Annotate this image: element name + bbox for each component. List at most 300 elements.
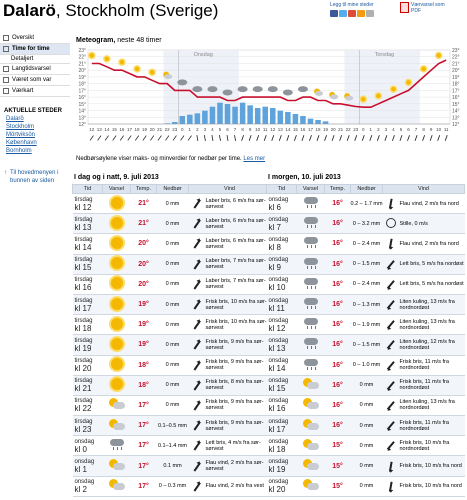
wind-arrow-icon bbox=[257, 135, 259, 141]
time-cell: onsdag kl 6 bbox=[267, 194, 297, 214]
column-header: Varsel bbox=[297, 185, 325, 194]
sidebar-item[interactable] bbox=[0, 44, 70, 55]
day-label: Onsdag bbox=[193, 52, 213, 58]
sidebar-item-label: Langtidsvarsel bbox=[12, 66, 51, 72]
precipitation-cell: 0 – 2.4 mm bbox=[351, 274, 383, 294]
precipitation-bar bbox=[247, 105, 253, 124]
precipitation-cell: 0 – 3.2 mm bbox=[351, 214, 383, 234]
wind-arrow-icon bbox=[294, 135, 296, 141]
table-row bbox=[73, 294, 271, 314]
precipitation-cell: 0 mm bbox=[157, 315, 189, 335]
table-row bbox=[267, 436, 465, 456]
cloud-icon bbox=[164, 74, 172, 79]
calm-icon bbox=[386, 218, 396, 228]
temperature-cell: 20° bbox=[131, 234, 157, 254]
x-tick-label: 19 bbox=[323, 127, 329, 132]
x-tick-label: 10 bbox=[255, 127, 261, 132]
wind-arrow-cell bbox=[383, 294, 399, 314]
social-icon[interactable] bbox=[330, 10, 338, 17]
partly-cloudy-icon bbox=[303, 398, 319, 410]
temperature-cell: 19° bbox=[131, 294, 157, 314]
temperature-cell: 16° bbox=[325, 355, 351, 375]
temperature-cell: 15° bbox=[325, 456, 351, 476]
wind-arrow-icon bbox=[120, 136, 123, 141]
wind-arrow-icon bbox=[193, 199, 200, 208]
wind-arrow-cell bbox=[383, 194, 399, 214]
temperature-cell: 21° bbox=[131, 194, 157, 214]
temperature-cell: 20° bbox=[131, 274, 157, 294]
temperature-cell: 16° bbox=[325, 194, 351, 214]
rain-cloud-icon bbox=[303, 216, 319, 229]
map-icon bbox=[3, 88, 9, 94]
wind-arrow-icon bbox=[445, 135, 447, 141]
x-tick-label: 16 bbox=[119, 127, 125, 132]
today-heading: I dag og i natt, 9. juli 2013 bbox=[74, 174, 159, 181]
wind-arrow-cell bbox=[383, 335, 399, 355]
table-row bbox=[267, 274, 465, 294]
temperature-cell: 18° bbox=[131, 375, 157, 395]
back-to-menu-link[interactable]: ↑ Til hovedmenyen i bunnen av siden bbox=[4, 170, 59, 184]
partly-cloudy-icon bbox=[303, 459, 319, 471]
wind-arrow-icon bbox=[90, 136, 93, 141]
pdf-icon bbox=[400, 2, 409, 13]
wind-arrow-icon bbox=[158, 136, 161, 141]
wind-arrow-icon bbox=[387, 422, 395, 431]
time-cell: onsdag kl 7 bbox=[267, 214, 297, 234]
x-tick-label: 9 bbox=[429, 127, 433, 132]
time-cell: tirsdag kl 16 bbox=[73, 274, 103, 294]
temperature-cell: 16° bbox=[325, 375, 351, 395]
sidebar-item[interactable] bbox=[0, 86, 70, 97]
meteogram-title: Meteogram, neste 48 timer bbox=[76, 37, 162, 44]
wind-arrow-cell bbox=[383, 355, 399, 375]
wind-description: Frisk bris, 11 m/s fra nordnordøst bbox=[399, 416, 465, 436]
time-cell: tirsdag kl 12 bbox=[73, 194, 103, 214]
sidebar-item[interactable] bbox=[0, 33, 70, 44]
place-link[interactable]: Bornholm bbox=[6, 148, 32, 154]
y-tick-label-right: 23° bbox=[452, 48, 460, 54]
time-cell: tirsdag kl 22 bbox=[73, 395, 103, 415]
table-row bbox=[267, 335, 465, 355]
table-row bbox=[267, 315, 465, 335]
wind-description: Frisk bris, 10 m/s fra sør-sørvest bbox=[205, 315, 271, 335]
social-icon[interactable] bbox=[366, 10, 374, 17]
rain-cloud-icon bbox=[207, 86, 217, 92]
wind-arrow-icon bbox=[150, 136, 153, 141]
temperature-cell: 16° bbox=[325, 214, 351, 234]
column-header: Temp. bbox=[131, 185, 157, 194]
time-cell: onsdag kl 9 bbox=[267, 254, 297, 274]
social-icon[interactable] bbox=[339, 10, 347, 17]
wind-arrow-cell bbox=[383, 476, 399, 496]
precipitation-cell: 0 mm bbox=[351, 375, 383, 395]
table-row bbox=[73, 194, 271, 214]
time-cell: onsdag kl 15 bbox=[267, 375, 297, 395]
precipitation-cell: 0 mm bbox=[351, 436, 383, 456]
pdf-link[interactable]: Værvarsel som PDF bbox=[400, 2, 462, 14]
sidebar-item[interactable] bbox=[0, 55, 70, 64]
wind-arrow-icon bbox=[193, 381, 200, 390]
rain-cloud-icon bbox=[253, 86, 263, 92]
sun-icon bbox=[89, 52, 95, 58]
social-icon[interactable] bbox=[348, 10, 356, 17]
wind-description: Flau vind, 2 m/s fra sør-sørvest bbox=[205, 456, 271, 476]
temperature-cell: 17° bbox=[131, 476, 157, 496]
wind-arrow-icon bbox=[193, 442, 200, 451]
wind-arrow-icon bbox=[377, 135, 379, 141]
wind-arrow-icon bbox=[387, 280, 395, 289]
temperature-cell: 21° bbox=[131, 214, 157, 234]
sun-icon bbox=[111, 298, 123, 310]
sidebar-item-label: Værkart bbox=[12, 88, 34, 94]
time-cell: onsdag kl 20 bbox=[267, 476, 297, 496]
read-more-link[interactable]: Les mer bbox=[243, 156, 266, 162]
x-tick-label: 4 bbox=[211, 127, 214, 132]
wind-arrow-icon bbox=[242, 135, 244, 141]
wind-arrow-icon bbox=[340, 135, 342, 141]
column-header: Vind bbox=[383, 185, 465, 194]
time-cell: onsdag kl 10 bbox=[267, 274, 297, 294]
forecast-cell bbox=[103, 335, 131, 355]
wind-description: Flau vind, 2 m/s fra vest bbox=[205, 476, 271, 496]
time-cell: onsdag kl 14 bbox=[267, 355, 297, 375]
wind-arrow-icon bbox=[128, 136, 131, 141]
wind-arrow-icon bbox=[193, 401, 200, 410]
wind-arrow-cell bbox=[383, 456, 399, 476]
forecast-cell bbox=[103, 375, 131, 395]
precipitation-cell: 0 – 0.3 mm bbox=[157, 476, 189, 496]
wind-arrow-icon bbox=[385, 135, 387, 141]
temperature-cell: 16° bbox=[325, 254, 351, 274]
y-tick-label-right: 22° bbox=[452, 54, 460, 61]
wind-arrow-cell bbox=[383, 234, 399, 254]
column-header: Vind bbox=[189, 185, 271, 194]
table-row bbox=[73, 436, 271, 456]
sun-icon bbox=[111, 358, 123, 370]
table-row bbox=[73, 476, 271, 496]
precipitation-cell: 0 – 1.3 mm bbox=[351, 294, 383, 314]
forecast-cell bbox=[103, 194, 131, 214]
precipitation-cell: 0 mm bbox=[157, 294, 189, 314]
wind-description: Lett bris, 5 m/s fra nordøst bbox=[399, 274, 465, 294]
table-row bbox=[73, 335, 271, 355]
wind-description: Frisk bris, 9 m/s fra sør-sørvest bbox=[205, 395, 271, 415]
sidebar bbox=[0, 33, 70, 185]
rain-cloud-icon bbox=[303, 358, 319, 371]
wind-arrow-icon bbox=[279, 135, 281, 141]
meteogram bbox=[72, 36, 464, 166]
forecast-cell bbox=[297, 395, 325, 415]
x-tick-label: 20 bbox=[330, 127, 336, 132]
wind-arrow-icon bbox=[105, 136, 108, 141]
wind-arrow-cell bbox=[189, 234, 205, 254]
sun-icon bbox=[111, 277, 123, 289]
precipitation-cell: 0 mm bbox=[351, 476, 383, 496]
forecast-cell bbox=[103, 254, 131, 274]
precipitation-bar bbox=[308, 119, 314, 124]
temperature-cell: 19° bbox=[131, 335, 157, 355]
wind-arrow-cell bbox=[383, 254, 399, 274]
y-tick-label: 17° bbox=[78, 88, 86, 95]
overview-icon bbox=[3, 35, 9, 41]
wind-arrow-icon bbox=[355, 135, 357, 141]
wind-arrow-icon bbox=[272, 135, 274, 141]
rain-cloud-icon bbox=[303, 297, 319, 310]
column-header: Temp. bbox=[325, 185, 351, 194]
place-link[interactable]: København bbox=[6, 140, 37, 146]
table-row bbox=[267, 214, 465, 234]
x-tick-label: 15 bbox=[111, 127, 117, 132]
wind-arrow-icon bbox=[227, 135, 228, 141]
precipitation-bar bbox=[180, 116, 186, 124]
table-row bbox=[73, 214, 271, 234]
precipitation-bar bbox=[202, 111, 208, 124]
sun-icon bbox=[360, 96, 366, 102]
temperature-cell: 17° bbox=[131, 456, 157, 476]
wind-description: Laber bris, 7 m/s fra sør-sørvest bbox=[205, 254, 271, 274]
y-tick-label-right: 12° bbox=[452, 122, 460, 128]
wind-description: Frisk bris, 11 m/s fra nordnordøst bbox=[399, 355, 465, 375]
temperature-cell: 17° bbox=[131, 416, 157, 436]
meteogram-footer: Nedbørsøylene viser maks- og minverdier for nedbør per time. Les mer bbox=[76, 156, 266, 162]
wind-arrow-icon bbox=[389, 461, 392, 471]
rain-cloud-icon bbox=[303, 337, 319, 350]
wind-arrow-icon bbox=[317, 135, 319, 141]
wind-arrow-icon bbox=[387, 321, 395, 330]
precipitation-cell: 0 mm bbox=[351, 395, 383, 415]
time-cell: onsdag kl 13 bbox=[267, 335, 297, 355]
rain-cloud-icon bbox=[303, 257, 319, 270]
wind-arrow-cell bbox=[189, 274, 205, 294]
table-row bbox=[267, 416, 465, 436]
precipitation-bar bbox=[232, 107, 238, 124]
x-tick-label: 3 bbox=[384, 127, 388, 132]
x-tick-label: 21 bbox=[338, 127, 344, 132]
wind-arrow-cell bbox=[189, 456, 205, 476]
wind-arrow-cell bbox=[383, 214, 399, 234]
favorite-box bbox=[330, 2, 386, 17]
clock-icon bbox=[3, 46, 9, 52]
temperature-cell: 16° bbox=[325, 315, 351, 335]
rain-cloud-icon bbox=[177, 79, 187, 85]
wind-arrow-icon bbox=[415, 135, 417, 141]
y-tick-label-right: 18° bbox=[452, 81, 460, 88]
wind-arrow-icon bbox=[193, 280, 200, 289]
partly-cloudy-icon bbox=[303, 378, 319, 390]
time-cell: tirsdag kl 17 bbox=[73, 294, 103, 314]
add-favorite-link[interactable]: Legg til mine steder bbox=[330, 2, 374, 8]
rain-cloud-icon bbox=[298, 86, 308, 92]
wind-arrow-cell bbox=[383, 416, 399, 436]
precipitation-cell: 0 – 1.9 mm bbox=[351, 315, 383, 335]
column-header: Tid bbox=[267, 185, 297, 194]
sun-icon bbox=[134, 66, 140, 72]
x-tick-label: 10 bbox=[436, 127, 442, 132]
precipitation-bar bbox=[262, 107, 268, 124]
wind-description: Laber bris, 7 m/s fra sør-sørvest bbox=[205, 274, 271, 294]
wind-arrow-icon bbox=[193, 462, 200, 471]
wind-arrow-icon bbox=[264, 135, 266, 141]
place-link[interactable]: Stockholm bbox=[6, 124, 35, 130]
table-row bbox=[267, 194, 465, 214]
today-table-block bbox=[72, 173, 270, 497]
precipitation-bar bbox=[195, 113, 201, 124]
x-tick-label: 8 bbox=[241, 127, 244, 132]
arrow-up-icon: ↑ bbox=[4, 170, 7, 176]
y-tick-label-right: 20° bbox=[452, 68, 460, 75]
temperature-cell: 17° bbox=[131, 436, 157, 456]
y-tick-label-right: 17° bbox=[452, 88, 460, 95]
precipitation-bar bbox=[323, 121, 329, 124]
table-row bbox=[267, 395, 465, 415]
forecast-cell bbox=[297, 214, 325, 234]
social-icon[interactable] bbox=[357, 10, 365, 17]
x-tick-label: 0 bbox=[362, 127, 365, 132]
y-tick-label: 23° bbox=[78, 48, 86, 54]
wind-arrow-icon bbox=[387, 300, 395, 309]
sidebar-item[interactable] bbox=[0, 75, 70, 86]
forecast-cell bbox=[103, 436, 131, 456]
wind-arrow-cell bbox=[189, 214, 205, 234]
wind-description: Laber bris, 6 m/s fra sør-sørvest bbox=[205, 234, 271, 254]
time-cell: tirsdag kl 21 bbox=[73, 375, 103, 395]
table-row bbox=[267, 375, 465, 395]
forecast-cell bbox=[103, 416, 131, 436]
forecast-cell bbox=[297, 315, 325, 335]
temperature-cell: 19° bbox=[131, 315, 157, 335]
sidebar-item-label: Time for time bbox=[12, 46, 50, 52]
wind-arrow-icon bbox=[113, 136, 116, 141]
time-cell: tirsdag kl 14 bbox=[73, 234, 103, 254]
table-row bbox=[267, 476, 465, 496]
wind-arrow-icon bbox=[387, 442, 395, 451]
wind-arrow-icon bbox=[347, 135, 349, 141]
precipitation-bar bbox=[293, 114, 299, 124]
x-tick-label: 4 bbox=[392, 127, 395, 132]
precipitation-cell: 0 mm bbox=[351, 456, 383, 476]
forecast-cell bbox=[103, 315, 131, 335]
table-row bbox=[73, 254, 271, 274]
x-tick-label: 6 bbox=[407, 127, 410, 132]
column-header: Varsel bbox=[103, 185, 131, 194]
time-cell: onsdag kl 18 bbox=[267, 436, 297, 456]
y-tick-label: 16° bbox=[78, 95, 86, 102]
time-cell: onsdag kl 11 bbox=[267, 294, 297, 314]
temperature-cell: 18° bbox=[131, 355, 157, 375]
temperature-cell: 16° bbox=[325, 234, 351, 254]
x-tick-label: 16 bbox=[300, 127, 306, 132]
time-cell: onsdag kl 16 bbox=[267, 395, 297, 415]
time-cell: tirsdag kl 23 bbox=[73, 416, 103, 436]
forecast-cell bbox=[103, 395, 131, 415]
wind-arrow-icon bbox=[193, 320, 200, 329]
x-tick-label: 22 bbox=[164, 127, 170, 132]
wind-arrow-cell bbox=[383, 436, 399, 456]
wind-arrow-cell bbox=[383, 274, 399, 294]
wind-arrow-cell bbox=[189, 294, 205, 314]
wind-description: Lett bris, 5 m/s fra nordøst bbox=[399, 254, 465, 274]
x-tick-label: 5 bbox=[399, 127, 403, 132]
wind-arrow-cell bbox=[189, 395, 205, 415]
x-tick-label: 2 bbox=[377, 127, 380, 132]
x-tick-label: 12 bbox=[89, 127, 95, 132]
wind-description: Frisk bris, 9 m/s fra sør-sørvest bbox=[205, 355, 271, 375]
temperature-cell: 16° bbox=[325, 294, 351, 314]
x-tick-label: 1 bbox=[188, 127, 192, 132]
column-header: Nedbør bbox=[157, 185, 189, 194]
partly-cloudy-icon bbox=[109, 398, 125, 410]
table-row bbox=[73, 315, 271, 335]
wind-arrow-icon bbox=[430, 135, 432, 141]
wind-arrow-icon bbox=[204, 135, 205, 141]
time-cell: onsdag kl 1 bbox=[73, 456, 103, 476]
precipitation-cell: 0 mm bbox=[157, 234, 189, 254]
rain-cloud-icon bbox=[283, 89, 293, 95]
place-link[interactable]: Mörtviksön bbox=[6, 132, 36, 138]
y-tick-label-right: 15° bbox=[452, 101, 460, 108]
time-cell: onsdag kl 12 bbox=[267, 315, 297, 335]
wind-arrow-icon bbox=[370, 135, 372, 141]
wind-description: Liten kuling, 12 m/s fra nordnordøst bbox=[399, 335, 465, 355]
sun-icon bbox=[111, 338, 123, 350]
precipitation-cell: 0 – 1.5 mm bbox=[351, 254, 383, 274]
wind-arrow-icon bbox=[188, 136, 191, 141]
place-link[interactable]: Dalarö bbox=[6, 116, 24, 122]
forecast-cell bbox=[297, 234, 325, 254]
temperature-cell: 20° bbox=[131, 254, 157, 274]
precipitation-cell: 0 mm bbox=[157, 254, 189, 274]
precipitation-cell: 0 mm bbox=[351, 416, 383, 436]
table-row bbox=[73, 416, 271, 436]
wind-arrow-cell bbox=[189, 355, 205, 375]
wind-description: Frisk bris, 10 m/s fra sør-sørvest bbox=[205, 294, 271, 314]
y-tick-label: 20° bbox=[78, 68, 86, 75]
time-cell: onsdag kl 17 bbox=[267, 416, 297, 436]
sun-icon bbox=[375, 93, 381, 99]
wind-arrow-cell bbox=[383, 375, 399, 395]
x-tick-label: 15 bbox=[292, 127, 298, 132]
x-tick-label: 18 bbox=[134, 127, 140, 132]
precipitation-bar bbox=[278, 111, 284, 124]
rain-cloud-icon bbox=[303, 196, 319, 209]
wind-arrow-icon bbox=[392, 135, 394, 141]
precipitation-cell: 0.1–1.4 mm bbox=[157, 436, 189, 456]
forecast-cell bbox=[103, 355, 131, 375]
rain-cloud-icon bbox=[223, 89, 233, 95]
partly-cloudy-icon bbox=[303, 479, 319, 491]
wind-arrow-cell bbox=[189, 315, 205, 335]
forecast-cell bbox=[103, 294, 131, 314]
time-cell: tirsdag kl 13 bbox=[73, 214, 103, 234]
forecast-cell bbox=[297, 194, 325, 214]
partly-cloudy-icon bbox=[109, 419, 125, 431]
forecast-cell bbox=[103, 214, 131, 234]
forecast-cell bbox=[297, 335, 325, 355]
wind-arrow-icon bbox=[193, 361, 200, 370]
precipitation-cell: 0 mm bbox=[157, 214, 189, 234]
wind-arrow-icon bbox=[181, 136, 184, 141]
y-tick-label: 12° bbox=[78, 122, 86, 128]
wind-arrow-icon bbox=[309, 135, 311, 141]
y-tick-label: 19° bbox=[78, 74, 86, 81]
temperature-cell: 15° bbox=[325, 436, 351, 456]
forecast-cell bbox=[297, 355, 325, 375]
y-tick-label: 22° bbox=[78, 54, 86, 61]
sun-icon bbox=[390, 86, 396, 92]
sidebar-item[interactable] bbox=[0, 64, 70, 75]
rain-cloud-icon bbox=[109, 438, 125, 451]
precipitation-cell: 0.1–0.5 mm bbox=[157, 416, 189, 436]
